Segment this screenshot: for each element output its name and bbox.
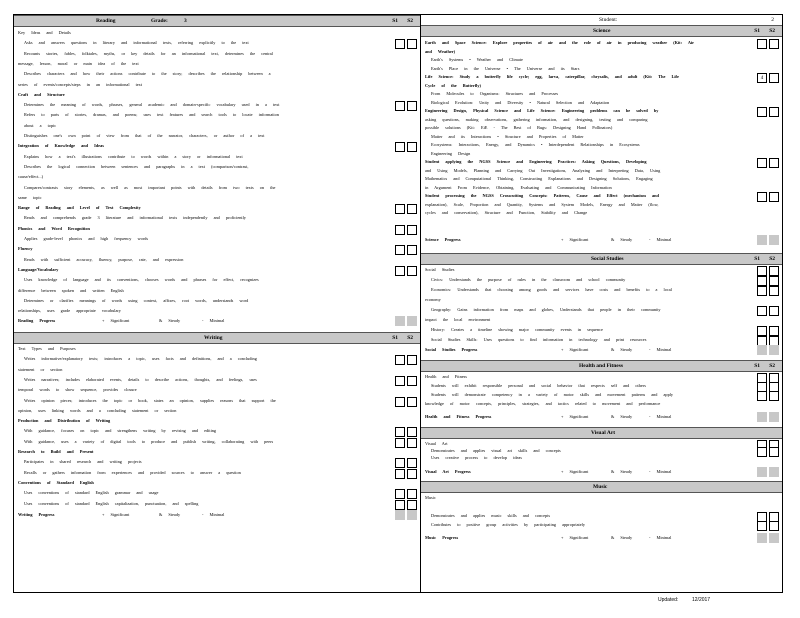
science-line: and Weather) (425, 48, 456, 54)
health-s1-label: S1 (754, 363, 760, 369)
science-grade-boxes (757, 39, 779, 49)
writing-title: Writing (204, 335, 223, 341)
writing-grade-boxes (395, 376, 417, 386)
writing-header (14, 332, 420, 344)
science-line: and Using Models, Planning and Carrying Out Investigations, Analyzing and Interpreting Data, Using (425, 167, 661, 173)
art-s2-box[interactable] (769, 447, 779, 457)
writing-grade-boxes (395, 438, 417, 448)
writing-s2-box[interactable] (407, 489, 417, 499)
science-grade-boxes (757, 192, 779, 202)
writing-progress-steady: & Steady (159, 512, 181, 517)
reading-line: Range of Reading and Level of Text Complexity (18, 205, 141, 211)
art-progress-box (769, 467, 779, 477)
reading-line: same topic (18, 194, 42, 200)
reading-progress-label: Reading Progress (18, 318, 56, 323)
reading-s1-box[interactable] (395, 204, 405, 214)
science-line: Earth's Place in the Universe • The Universe and its Stars (431, 65, 580, 71)
reading-s1-box[interactable] (395, 266, 405, 276)
reading-header (14, 15, 420, 27)
writing-s1-box[interactable] (395, 469, 405, 479)
reading-line: Applies grade-level phonics and high frequency words (24, 236, 149, 241)
art-progress-label: Visual Art Progress (425, 469, 471, 474)
health-progress-box (769, 412, 779, 422)
science-line: explanation), Scale, Proportion and Quantity, Systems and System Models, Energy and Matter (flow, (425, 201, 659, 207)
reading-grade-boxes (395, 142, 417, 152)
social-line: impact the local environment (425, 317, 491, 322)
social-progress-box (769, 345, 779, 355)
art-line: Visual Art (425, 441, 448, 446)
art-progress-min: - Minimal (649, 469, 672, 474)
writing-s1-box[interactable] (395, 500, 405, 510)
writing-line: Writes opinion pieces; introduces the topic or book, states an opinion, supplies reasons that support the (24, 397, 276, 403)
health-grade-boxes (757, 391, 779, 401)
writing-s1-box[interactable] (395, 397, 405, 407)
reading-line: message, lesson, moral or main idea of the text (18, 60, 139, 66)
social-s2-box[interactable] (769, 266, 779, 276)
music-progress-box (757, 533, 767, 543)
reading-grade-boxes (395, 245, 417, 255)
science-s2-box[interactable] (769, 73, 779, 83)
health-s2-box[interactable] (769, 391, 779, 401)
health-progress-label: Health and Fitness Progress (425, 414, 492, 419)
health-title: Health and Fitness (579, 363, 624, 369)
social-line: Social Studies Skills: Uses questions to find information in technology and print resources (431, 337, 647, 342)
left-column (14, 15, 420, 592)
science-header (421, 25, 782, 37)
visual-art-section (421, 439, 782, 481)
music-progress-min: - Minimal (649, 535, 672, 540)
writing-line: Uses conventions of standard English grammar and usage (24, 490, 159, 496)
art-grade-boxes (757, 447, 779, 457)
reading-s2-box[interactable] (407, 204, 417, 214)
science-s2-box[interactable] (769, 39, 779, 49)
music-header (421, 481, 782, 493)
music-progress-box (769, 533, 779, 543)
social-s1-box[interactable] (757, 326, 767, 336)
reading-line: Determines or clarifies meanings of words using context, affixes, root words, understands word (24, 297, 249, 303)
science-title: Science (593, 28, 611, 34)
social-grade-boxes (757, 286, 779, 296)
art-progress-boxes (757, 467, 779, 477)
reading-line: Describes the logical connection between sentences and paragraphs in a text (comparison/contrast, (24, 163, 249, 169)
writing-line: With guidance, uses a variety of digital tools to produce and publish writing, collaborating with peers (24, 438, 274, 444)
science-line: Ecosystems: Interactions, Energy, and Dynamics • Interdependent Relationships in Ecosystems (431, 142, 640, 147)
writing-s2-box[interactable] (407, 458, 417, 468)
science-s1-label: S1 (754, 28, 760, 34)
writing-progress-min: - Minimal (202, 512, 225, 517)
music-progress-steady: & Steady (611, 535, 633, 540)
science-s1-box[interactable] (757, 39, 767, 49)
writing-s1-box[interactable] (395, 376, 405, 386)
reading-line: Distinguishes one's own point of view from that of the narrator, characters, or author of a text (24, 133, 265, 138)
writing-line: Writes narratives; includes elaborated events, details to describe actions, thoughts, and feelings, uses (24, 376, 257, 382)
reading-line: Asks and answers questions in literary and informational texts, referring explicitly to the text (24, 40, 249, 46)
reading-line: Compares/contrasts story elements, as well as most important points with details from two texts on the (24, 184, 276, 190)
science-progress-sig: + Significant (561, 237, 589, 242)
reading-progress-box (395, 316, 405, 326)
reading-s2-box[interactable] (407, 39, 417, 49)
science-line: Student processing the NGSS Crosscutting Concepts: Patterns, Cause and Effect (mechanism and (425, 193, 659, 198)
writing-progress-box (395, 510, 405, 520)
social-line: Civics: Understands the purpose of rules in the classroom and school community (431, 277, 626, 282)
reading-s2-box[interactable] (407, 266, 417, 276)
social-line: History: Creates a timeline showing major community events in sequence (431, 327, 603, 332)
social-progress-sig: + Significant (561, 347, 589, 352)
writing-line: Writes informative/explanatory texts; introduces a topic, uses facts and definitions, and a concluding (24, 356, 257, 362)
health-line: knowledge of motor concepts, principles, strategies, and tactics related to movement and performance (425, 401, 661, 406)
health-header (421, 360, 782, 372)
music-line: Music (425, 495, 436, 500)
reading-line: Fluency (18, 246, 33, 252)
reading-line: cause/effect...) (18, 174, 44, 180)
reading-s1-label: S1 (392, 18, 398, 24)
writing-line: Uses conventions of standard English capitalization, punctuation, and spelling (24, 500, 199, 506)
reading-line: about a topic (24, 122, 57, 128)
writing-s2-box[interactable] (407, 469, 417, 479)
science-s1-box[interactable] (757, 158, 767, 168)
science-progress-min: - Minimal (649, 237, 672, 242)
reading-s1-box[interactable] (395, 245, 405, 255)
reading-s2-box[interactable] (407, 142, 417, 152)
science-s2-box[interactable] (769, 192, 779, 202)
science-progress-box (769, 235, 779, 245)
student-header (421, 15, 782, 25)
social-grade-boxes (757, 326, 779, 336)
writing-grade-boxes (395, 355, 417, 365)
health-line: Students will exhibit responsible personal and social behavior that respects self and others (431, 383, 646, 388)
music-progress-boxes (757, 533, 779, 543)
science-line: Engineering Design, Physical Science and Life Science: Engineering problems can be solved by (425, 108, 659, 113)
science-progress-boxes (757, 235, 779, 245)
reading-grade-boxes (395, 101, 417, 111)
social-progress-label: Social Studies Progress (425, 347, 478, 352)
social-progress-steady: & Steady (611, 347, 633, 352)
updated-label: Updated: (658, 597, 679, 603)
writing-line: Recalls or gathers information from experiences and provided sources to answer a question (24, 469, 241, 475)
science-line: Engineering Design (431, 150, 471, 156)
writing-grade-boxes (395, 458, 417, 468)
music-progress-sig: + Significant (561, 535, 589, 540)
social-studies-section (421, 265, 782, 360)
reading-grade-boxes (395, 39, 417, 49)
social-line: Geography: Gains information from maps and globes, Understands that people in their community (431, 307, 661, 312)
reading-line: Craft and Structure (18, 91, 65, 97)
writing-grade-boxes (395, 489, 417, 499)
reading-s2-label: S2 (407, 18, 413, 24)
writing-s2-box[interactable] (407, 376, 417, 386)
reading-s1-box[interactable] (395, 225, 405, 235)
science-line: Matter and its Interactions • Structure and Properties of Matter (431, 133, 584, 139)
reading-grade-boxes (395, 204, 417, 214)
reading-progress-box (407, 316, 417, 326)
reading-line: Uses knowledge of language and its conventions, chooses words and phrases for effect, recognizes (24, 277, 259, 283)
reading-grade-boxes (395, 225, 417, 235)
writing-line: Participates in shared research and writing projects (24, 459, 142, 465)
writing-s1-box[interactable] (395, 489, 405, 499)
science-progress-box (757, 235, 767, 245)
reading-s2-box[interactable] (407, 225, 417, 235)
social-s2-box[interactable] (769, 306, 779, 316)
writing-progress-sig: + Significant (102, 512, 130, 517)
reading-line: Integration of Knowledge and Ideas (18, 143, 104, 149)
health-progress-box (757, 412, 767, 422)
writing-s1-box[interactable] (395, 427, 405, 437)
writing-line: Conventions of Standard English (18, 479, 94, 485)
reading-progress-boxes (395, 316, 417, 326)
reading-line: Describes characters and how their actions contribute to the story; describes the relationship between a (24, 71, 271, 77)
writing-s2-box[interactable] (407, 500, 417, 510)
science-line: Cycle of the Butterfly) (425, 82, 481, 88)
writing-s1-label: S1 (392, 335, 398, 341)
writing-line: Production and Distribution of Writing (18, 418, 111, 424)
music-title: Music (593, 484, 608, 490)
writing-progress-label: Writing Progress (18, 512, 55, 517)
writing-s2-label: S2 (407, 335, 413, 341)
reading-s2-box[interactable] (407, 101, 417, 111)
social-s1-box[interactable] (757, 306, 767, 316)
art-progress-box (757, 467, 767, 477)
writing-grade-boxes (395, 469, 417, 479)
social-grade-boxes (757, 276, 779, 286)
music-line: Demonstrates and applies music skills and concepts (431, 513, 551, 518)
social-progress-min: - Minimal (649, 347, 672, 352)
art-line: Uses creative process to develop ideas (431, 455, 522, 460)
report-card-page (13, 14, 783, 593)
social-s2-box[interactable] (769, 326, 779, 336)
art-progress-sig: + Significant (561, 469, 589, 474)
writing-s2-box[interactable] (407, 355, 417, 365)
science-s1-box[interactable] (757, 107, 767, 117)
writing-line: temporal words to show sequence, provides closure (18, 387, 137, 393)
music-grade-boxes (757, 521, 779, 531)
writing-line: Research to Build and Present (18, 449, 94, 454)
science-line: cycles and conservation), Structure and Function, Stability and Change (425, 210, 588, 215)
social-s1-label: S1 (754, 256, 760, 262)
health-progress-sig: + Significant (561, 414, 589, 419)
reading-title: Reading (96, 18, 116, 24)
reading-grade-boxes (395, 266, 417, 276)
writing-progress-boxes (395, 510, 417, 520)
social-s2-label: S2 (769, 256, 775, 262)
reading-line: series of events/concepts/steps in an informational text (18, 81, 143, 87)
social-line: Social Studies (425, 267, 455, 272)
social-line: economy (425, 297, 441, 302)
science-line: possible solutions (Kit: EiE - The Best of Bugs: Designing Hand Pollinators) (425, 125, 613, 130)
health-progress-boxes (757, 412, 779, 422)
reading-line: Reads with sufficient accuracy, fluency, purpose, rate, and expression (24, 256, 184, 262)
reading-progress-sig: + Significant (102, 318, 130, 323)
science-line: From Molecules to Organisms: Structures and Processes (431, 91, 559, 96)
social-s1-box[interactable] (757, 266, 767, 276)
science-line: asking questions, making observations, gathering information, and designing, testing and comparing (425, 116, 648, 122)
reading-s1-box[interactable] (395, 101, 405, 111)
social-grade-boxes (757, 266, 779, 276)
science-grade-boxes (757, 73, 779, 83)
reading-line: Refers to parts of stories, dramas, and poems; uses text features and search tools to locate information (24, 112, 279, 118)
social-progress-box (757, 345, 767, 355)
page-number: 2 (771, 17, 774, 23)
music-s1-box[interactable] (757, 521, 767, 531)
health-progress-steady: & Steady (611, 414, 633, 419)
science-line: Earth and Space Science: Explore properties of air and the role of air in producing weather (Kit: Air (425, 40, 695, 45)
art-s1-box[interactable] (757, 447, 767, 457)
science-line: in Argument From Evidence, Obtaining, Evaluating and Communicating Information (425, 184, 612, 190)
visual-art-title: Visual Art (591, 430, 616, 436)
science-grade-boxes (757, 107, 779, 117)
grade-value: 3 (184, 18, 187, 24)
reading-line: Explains how a text's illustrations contribute to words within a story or informational text (24, 153, 243, 159)
reading-line: Language/Vocabulary (18, 266, 59, 272)
music-s2-box[interactable] (769, 521, 779, 531)
writing-grade-boxes (395, 500, 417, 510)
science-s2-box[interactable] (769, 107, 779, 117)
reading-line: Phonics and Word Recognition (18, 225, 90, 231)
writing-section (14, 344, 420, 544)
reading-line: Key Ideas and Details (18, 30, 71, 35)
grade-label: Grade: (151, 18, 168, 24)
reading-line: difference between spoken and written English (18, 287, 124, 293)
health-s1-box[interactable] (757, 391, 767, 401)
reading-s1-box[interactable] (395, 142, 405, 152)
social-progress-boxes (757, 345, 779, 355)
science-s1-box[interactable]: 4 (757, 73, 767, 83)
writing-s1-box[interactable] (395, 438, 405, 448)
science-section (421, 37, 782, 253)
science-grade-boxes (757, 158, 779, 168)
reading-s1-box[interactable] (395, 39, 405, 49)
science-s1-box[interactable] (757, 192, 767, 202)
updated-date: 12/2017 (692, 597, 711, 603)
health-line: Health and Fitness (425, 374, 467, 379)
social-s2-box[interactable] (769, 276, 779, 286)
writing-s2-box[interactable] (407, 397, 417, 407)
science-progress-steady: & Steady (611, 237, 633, 242)
science-line: Life Science: Study a butterfly life cycle; egg, larva, caterpillar, chrysalis, and adult (Kit: The Life (425, 74, 679, 79)
reading-line: relationships, uses grade appropriate vocabulary (18, 308, 121, 314)
social-s1-box[interactable] (757, 276, 767, 286)
reading-line: Determines the meaning of words, phrases, general academic and domain-specific vocabulary used in a text (24, 102, 280, 108)
writing-s1-box[interactable] (395, 458, 405, 468)
social-line: Economics: Understands that choosing among goods and services have costs and benefits to a local (431, 287, 672, 292)
health-s2-label: S2 (769, 363, 775, 369)
science-line: Earth's Systems • Weather and Climate (431, 57, 523, 62)
writing-line: opinion, uses linking words and a concluding statement or section (18, 407, 177, 413)
music-progress-label: Music Progress (425, 535, 459, 540)
reading-progress-min: - Minimal (202, 318, 225, 323)
writing-s2-box[interactable] (407, 438, 417, 448)
music-section (421, 493, 782, 553)
science-line: Student applying the NGSS Science and Engineering Practices: Asking Questions, Developing (425, 159, 647, 164)
science-line: Mathematics and Computational Thinking, Constructing Explanations and Designing Solutions, Engaging (425, 176, 653, 181)
visual-art-header (421, 427, 782, 439)
health-section (421, 372, 782, 427)
science-s2-label: S2 (769, 28, 775, 34)
student-label: Student: (599, 17, 618, 23)
writing-s2-box[interactable] (407, 427, 417, 437)
art-progress-steady: & Steady (611, 469, 633, 474)
health-line: Students will demonstrate competency in a variety of motor skills and movement patterns and apply (431, 392, 674, 397)
writing-line: statement or section (18, 366, 63, 372)
social-studies-header (421, 253, 782, 265)
writing-grade-boxes (395, 427, 417, 437)
social-studies-title: Social Studies (591, 256, 624, 262)
science-line: Biological Evolution: Unity and Diversity • Natural Selection and Adaptation (431, 99, 610, 105)
reading-s2-box[interactable] (407, 245, 417, 255)
writing-line: With guidance, focuses on topic and strengthens writing by revising and editing (24, 428, 217, 434)
reading-line: Recounts stories, fables, folktales, myths, or key details for an informational text, determines the central (24, 50, 273, 56)
reading-progress-steady: & Steady (159, 318, 181, 323)
health-progress-min: - Minimal (649, 414, 672, 419)
science-s2-box[interactable] (769, 158, 779, 168)
music-line: Contributes to positive group activities by participating appropriately (431, 522, 585, 527)
social-s2-box[interactable] (769, 286, 779, 296)
reading-section (14, 27, 420, 332)
science-progress-label: Science Progress (425, 237, 461, 242)
writing-line: Text Types and Purposes (18, 346, 76, 351)
social-grade-boxes (757, 306, 779, 316)
right-column (421, 15, 782, 592)
writing-grade-boxes (395, 397, 417, 407)
reading-line: Reads and comprehends grade 3 literature and informational texts independently and proficiently (24, 215, 246, 221)
social-s1-box[interactable] (757, 286, 767, 296)
writing-progress-box (407, 510, 417, 520)
writing-s1-box[interactable] (395, 355, 405, 365)
art-line: Demonstrates and applies visual art skills and concepts (431, 448, 561, 453)
